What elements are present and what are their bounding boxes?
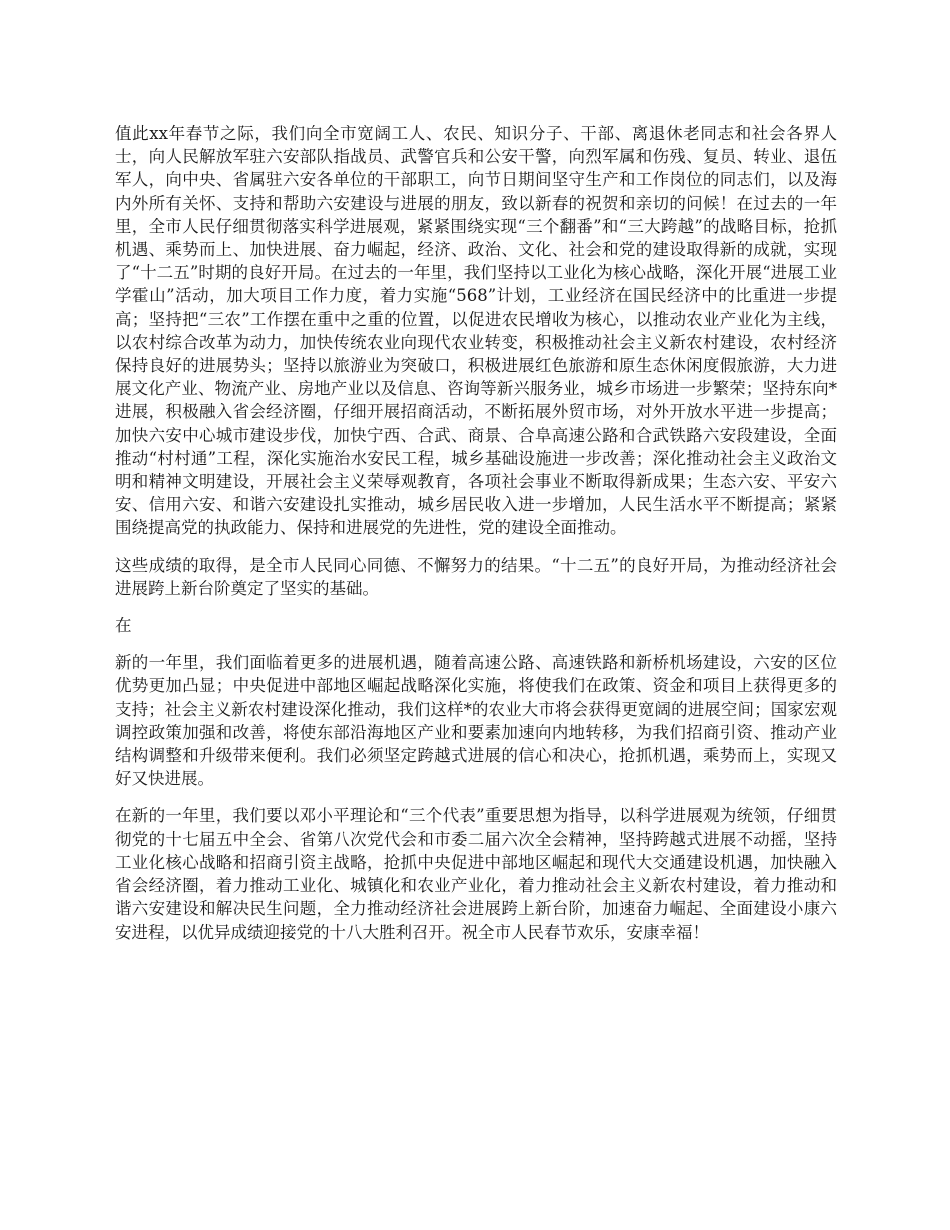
paragraph-greeting-and-review: 值此xx年春节之际，我们向全市宽阔工人、农民、知识分子、干部、离退休老同志和社会各界人士，向人民解放军驻六安部队指战员、武警官兵和公安干警，向烈军属和伤残、复员、转业、退伍军人，向中央、省属驻六安各单位的干部职工，向节日期间坚守生产和工作岗位的同志们，以及海内外所有关怀、支持和帮助六安建设与进展的朋友，致以新春的祝贺和亲切的问候！在过去的一年里，全市人民仔细贯彻落实科学进展观，紧紧围绕实现“三个翻番”和“三大跨越”的战略目标，抢抓机遇、乘势而上、加快进展、奋力崛起，经济、政治、文化、社会和党的建设取得新的成就，实现了“十二五”时期的良好开局。在过去的一年里，我们坚持以工业化为核心战略，深化开展“进展工业学霍山”活动，加大项目工作力度，着力实施“568”计划，工业经济在国民经济中的比重进一步提高；坚持把“三农”工作摆在重中之重的位置，以促进农民增收为核心，以推动农业产业化为主线，以农村综合改革为动力，加快传统农业向现代农业转变，积极推动社会主义新农村建设，农村经济保持良好的进展势头；坚持以旅游业为突破口，积极进展红色旅游和原生态休闲度假旅游，大力进展文化产业、物流产业、房地产业以及信息、咨询等新兴服务业，城乡市场进一步繁荣；坚持东向*进展，积极融入省会经济圈，仔细开展招商活动，不断拓展外贸市场，对外开放水平进一步提高；加快六安中心城市建设步伐，加快宁西、合武、商景、合阜高速公路和合武铁路六安段建设，全面推动“村村通”工程，深化实施治水安民工程，城乡基础设施进一步改善；深化推动社会主义政治文明和精神文明建设，开展社会主义荣辱观教育，各项社会事业不断取得新成果；生态六安、平安六安、信用六安、和谐六安建设扎实推动，城乡居民收入进一步增加，人民生活水平不断提高；紧紧围绕提高党的执政能力、保持和进展党的先进性，党的建设全面推动。 [115, 124, 837, 538]
document-body [115, 122, 837, 958]
paragraph-opportunities: 新的一年里，我们面临着更多的进展机遇，随着高速公路、高速铁路和新桥机场建设，六安的区位优势更加凸显；中央促进中部地区崛起战略深化实施，将使我们在政策、资金和项目上获得更多的支持；社会主义新农村建设深化推动，我们这样*的农业大市将会获得更宽阔的进展空间；国家宏观调控政策加强和改善，将使东部沿海地区产业和要素加速向内地转移，为我们招商引资、推动产业结构调整和升级带来便利。我们必须坚定跨越式进展的信心和决心，抢抓机遇，乘势而上，实现又好又快进展。 [115, 653, 837, 789]
paragraph-achievements-summary: 这些成绩的取得，是全市人民同心同德、不懈努力的结果。“十二五”的良好开局，为推动经济社会进展跨上新台阶奠定了坚实的基础。 [115, 555, 837, 598]
paragraph-fragment: 在 [115, 616, 132, 636]
paragraph-new-year-goals: 在新的一年里，我们要以邓小平理论和“三个代表”重要思想为指导，以科学进展观为统领，仔细贯彻党的十七届五中全会、省第八次党代会和市委二届六次全会精神，坚持跨越式进展不动摇，坚持工业化核心战略和招商引资主战略，抢抓中央促进中部地区崛起和现代大交通建设机遇，加快融入省会经济圈，着力推动工业化、城镇化和农业产业化，着力推动社会主义新农村建设，着力推动和谐六安建设和解决民生问题，全力推动经济社会进展跨上新台阶，加速奋力崛起、全面建设小康六安进程，以优异成绩迎接党的十八大胜利召开。祝全市人民春节欢乐，安康幸福！ [115, 806, 837, 942]
